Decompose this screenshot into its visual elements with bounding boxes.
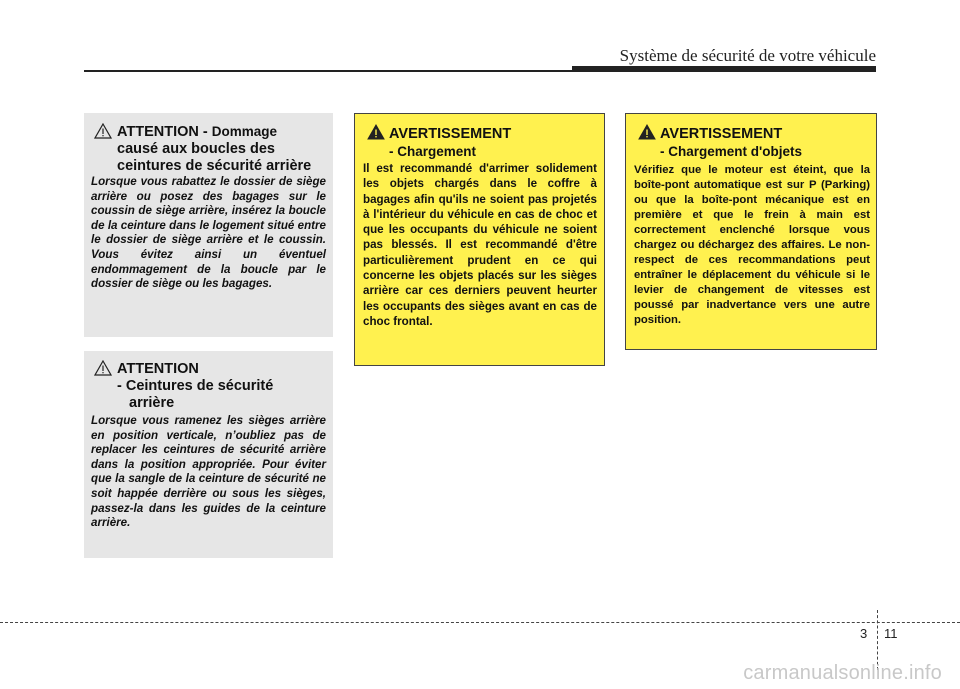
- attention-title-line2: causé aux boucles des: [117, 141, 275, 157]
- attention-body: Lorsque vous ramenez les sièges arrière en position verticale, n’oubliez pas de replacer les ceintures de sécurité arrière dans la position appropriée. Pour éviter que la sangle de la ceinture de sécurité ne soit happée derrière ou sous les sièges, passez-la dans les guides de la ceinture arrière.: [91, 414, 326, 530]
- attention-title-sub: Dommage: [211, 124, 278, 139]
- warning-triangle-filled-icon: [638, 124, 656, 140]
- warning-title-main: AVERTISSEMENT: [389, 126, 512, 142]
- attention-title: [117, 123, 329, 175]
- attention-title-main: ATTENTION -: [117, 124, 212, 140]
- attention-title: [117, 361, 329, 412]
- warning-title-line2: - Chargement: [389, 144, 477, 159]
- warning-title: [660, 126, 872, 160]
- warning-triangle-filled-icon: [367, 124, 385, 140]
- page-number: 11: [884, 626, 898, 641]
- footer-rule: [0, 622, 960, 623]
- warning-body: Il est recommandé d'arrimer solidement les objets chargés dans le coffre à bagages afin qu'ils ne soient pas projetés à l'intérieur du véhicule en cas de choc et que les occupants du véhicule ne soient pas blessés. Il est recommandé d'être particulièrement prudent en ce qui concerne les objets placés sur les sièges arrière car ces derniers peuvent heurter les occupants des sièges avant en cas de choc frontal.: [363, 162, 597, 328]
- attention-box-buckles: [84, 113, 333, 337]
- attention-title-line3: arrière: [129, 395, 175, 411]
- page-header-title: Système de sécurité de votre véhicule: [619, 46, 876, 65]
- warning-title-main: AVERTISSEMENT: [660, 126, 783, 142]
- warning-triangle-outline-icon: [94, 360, 112, 376]
- attention-title-line3: ceintures de sécurité arrière: [117, 158, 312, 174]
- warning-box-loading: [354, 113, 605, 366]
- header-rule-accent: [572, 66, 876, 72]
- attention-title-line2: - Ceintures de sécurité: [117, 378, 274, 394]
- chapter-number: 3: [860, 626, 868, 641]
- attention-body: Lorsque vous rabattez le dossier de siège arrière ou posez des bagages sur le coussin de siège arrière, insérez la boucle de la ceinture dans le logement situé entre le dossier de siège arrière et le coussin. Vous évitez ainsi un éventuel endommagement de la boucle par le dossier de siège ou les bagages.: [91, 175, 326, 291]
- attention-box-seatbelts: [84, 351, 333, 558]
- watermark: carmanualsonline.info: [743, 662, 942, 684]
- warning-body: Vérifiez que le moteur est éteint, que la boîte-pont automatique est sur P (Parking) ou que la boîte-pont mécanique est en première et que le frein à main est correctement enclenché lorsque vous chargez ou déchargez des affaires. Le non-respect de ces recommandations peut entraîner le déplacement du véhicule si le levier de changement de vitesses est poussé par inadvertance vers une autre position.: [634, 164, 870, 326]
- warning-title-line2: - Chargement d'objets: [660, 144, 802, 159]
- attention-title-main: ATTENTION: [117, 361, 199, 377]
- warning-title: [389, 126, 601, 160]
- footer-divider: [877, 610, 878, 670]
- warning-box-loading-objects: [625, 113, 877, 350]
- warning-triangle-outline-icon: [94, 123, 112, 139]
